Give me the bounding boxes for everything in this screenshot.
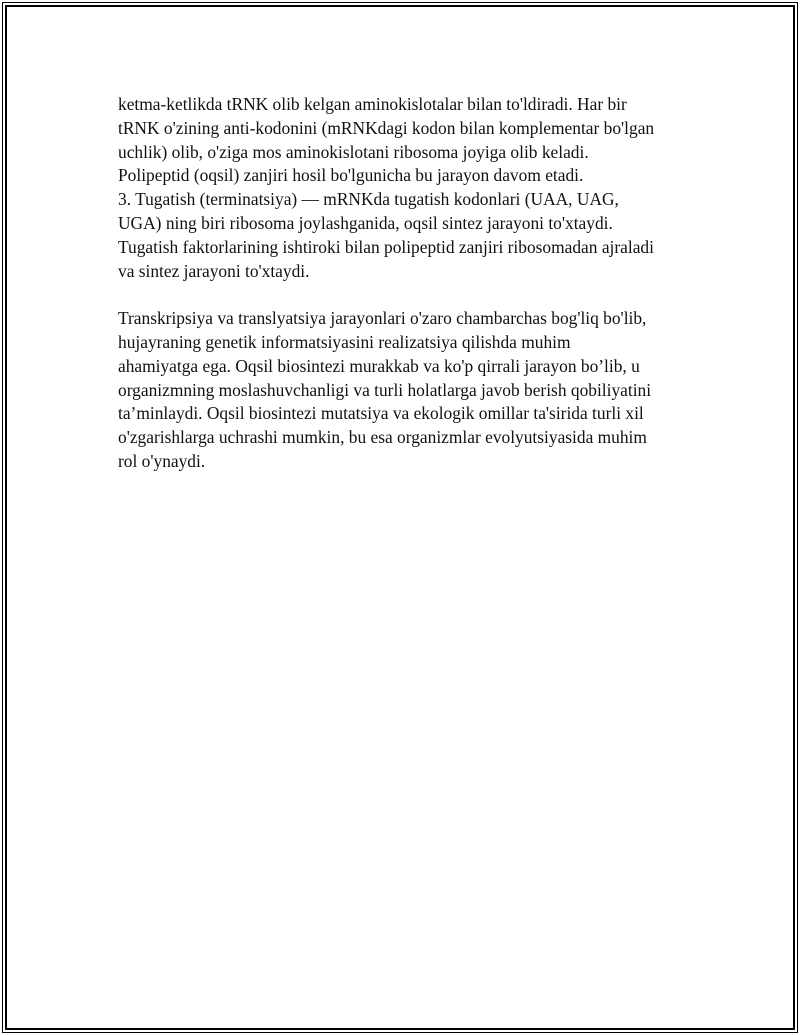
text-line: tRNK o'zining anti-kodonini (mRNKdagi kodon bilan komplementar bo'lgan <box>118 117 655 138</box>
text-line: o'zgarishlarga uchrashi mumkin, bu esa organizmlar evolyutsiyasida muhim <box>118 427 647 448</box>
text-line: va sintez jarayoni to'xtaydi. <box>118 260 310 281</box>
paragraph-conclusion <box>118 307 698 474</box>
paragraph-translation-termination <box>118 93 698 283</box>
text-line: Transkripsiya va translyatsiya jarayonlari o'zaro chambarchas bog'liq bo'lib, <box>118 308 647 329</box>
text-line: uchlik) olib, o'ziga mos aminokislotani ribosoma joyiga olib keladi. <box>118 141 589 162</box>
text-line: ahamiyatga ega. Oqsil biosintezi murakkab va ko'p qirrali jarayon bo’lib, u <box>118 355 640 376</box>
text-line: Polipeptid (oqsil) zanjiri hosil bo'lgunicha bu jarayon davom etadi. <box>118 165 584 186</box>
text-line: ketma-ketlikda tRNK olib kelgan aminokislotalar bilan to'ldiradi. Har bir <box>118 94 627 114</box>
paragraph-spacer <box>118 283 698 307</box>
text-line: ta’minlaydi. Oqsil biosintezi mutatsiya va ekologik omillar ta'sirida turli xil <box>118 403 644 424</box>
text-line: UGA) ning biri ribosoma joylashganida, oqsil sintez jarayoni to'xtaydi. <box>118 212 613 233</box>
text-line: 3. Tugatish (terminatsiya) — mRNKda tugatish kodonlari (UAA, UAG, <box>118 189 619 210</box>
text-line: hujayraning genetik informatsiyasini realizatsiya qilishda muhim <box>118 331 571 352</box>
text-line: organizmning moslashuvchanligi va turli holatlarga javob berish qobiliyatini <box>118 379 652 400</box>
text-line: Tugatish faktorlarining ishtiroki bilan polipeptid zanjiri ribosomadan ajraladi <box>118 236 654 257</box>
document-body <box>118 93 698 474</box>
text-line: rol o'ynaydi. <box>118 450 206 471</box>
